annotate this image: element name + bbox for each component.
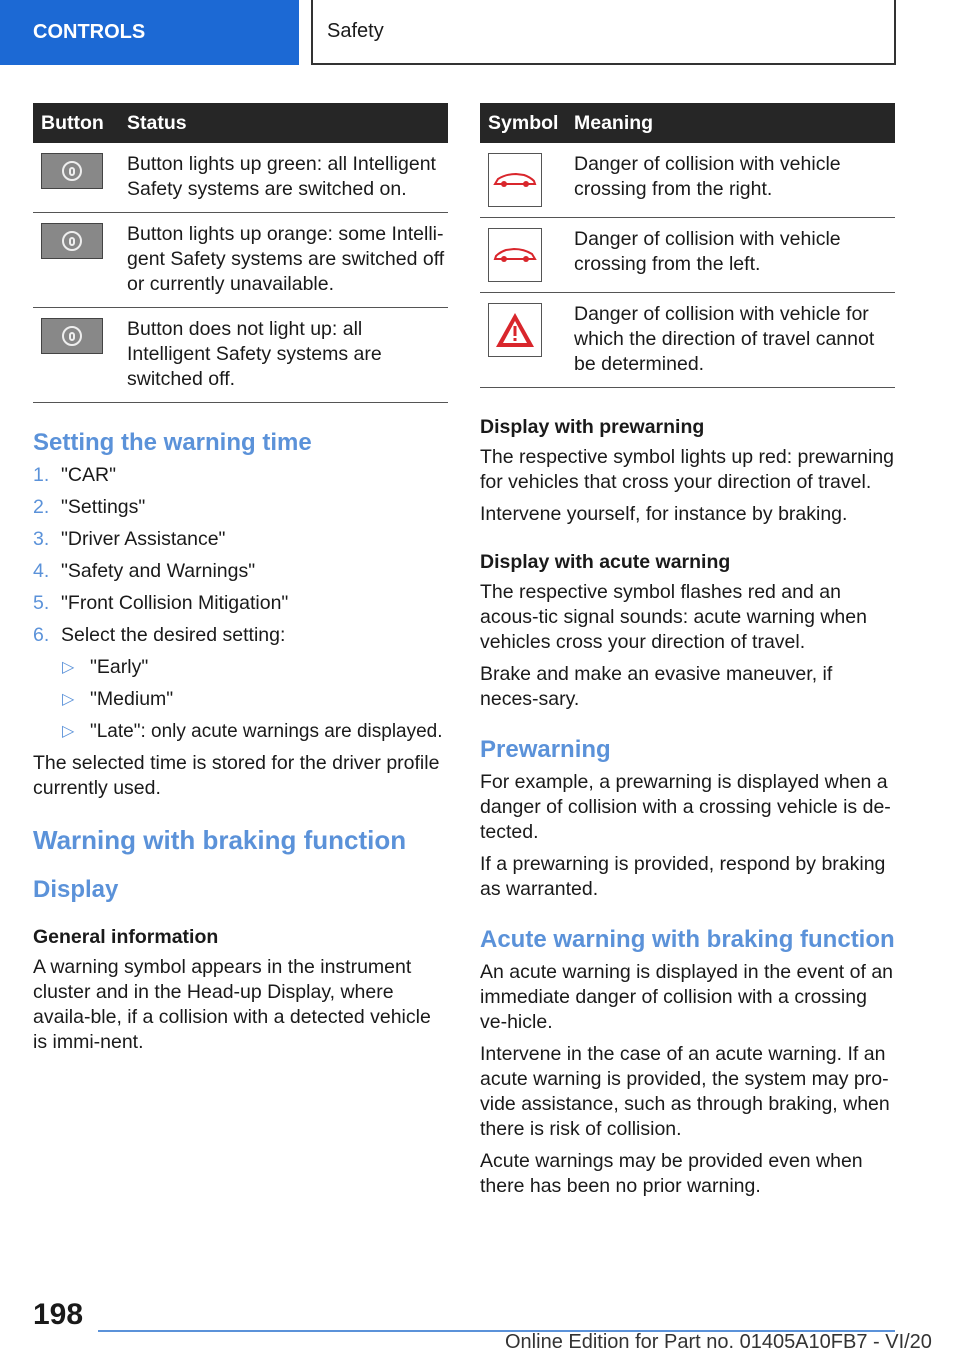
heading-warning-braking: Warning with braking function — [33, 825, 407, 855]
heading-general-information: General information — [33, 926, 219, 948]
paragraph: Intervene in the case of an acute warning. If an acute warning is provided, the system may pro-vide assistance, such as through braking, when there is risk of collision. — [480, 1043, 890, 1140]
heading-display-acute-warning: Display with acute warning — [480, 551, 731, 573]
left-column — [33, 103, 448, 1055]
paragraph: For example, a prewarning is displayed when a danger of collision with a crossing vehicle is de-tected. — [480, 771, 891, 843]
paragraph: Acute warnings may be provided even when there has been no prior warning. — [480, 1150, 863, 1197]
options-list — [33, 655, 448, 744]
list-item: 6. Select the desired setting: — [33, 624, 286, 646]
table-row — [33, 213, 448, 308]
intelligent-safety-button-icon — [41, 223, 103, 259]
paragraph: The respective symbol lights up red: prewarning for vehicles that cross your direction of travel. — [480, 446, 895, 493]
symbol-meaning-table — [480, 103, 895, 388]
intelligent-safety-button-icon — [41, 318, 103, 354]
right-column — [480, 103, 895, 1199]
car-crossing-right-icon — [488, 153, 542, 207]
status-text: Button does not light up: all Intelligent Safety systems are switched off. — [119, 308, 448, 403]
heading-display: Display — [33, 876, 119, 903]
table-row — [33, 308, 448, 403]
status-text: Button lights up green: all Intelligent Safety systems are switched on. — [119, 143, 448, 213]
paragraph: The respective symbol flashes red and an acous-tic signal sounds: acute warning when vehicles cross your direction of travel. — [480, 581, 867, 653]
table-row — [480, 143, 895, 218]
car-crossing-left-icon — [488, 228, 542, 282]
column-header-status: Status — [119, 103, 448, 143]
footer-edition: Online Edition for Part no. 01405A10FB7 - VI/20 — [505, 1331, 932, 1353]
triangle-bullet-icon: ▷ — [62, 723, 75, 740]
meaning-text: Danger of collision with vehicle for which the direction of travel cannot be determined. — [566, 293, 895, 388]
list-item: 2. "Settings" — [33, 496, 146, 518]
column-header-meaning: Meaning — [566, 103, 895, 143]
paragraph: Intervene yourself, for instance by braking. — [480, 503, 848, 525]
list-item: 1. "CAR" — [33, 464, 117, 486]
steps-list — [33, 463, 448, 648]
heading-setting-warning-time: Setting the warning time — [33, 429, 312, 456]
triangle-bullet-icon: ▷ — [62, 691, 75, 708]
table-row — [33, 143, 448, 213]
list-item: 3. "Driver Assistance" — [33, 528, 226, 550]
meaning-text: Danger of collision with vehicle crossing from the left. — [566, 218, 895, 293]
table-row — [480, 293, 895, 388]
paragraph: The selected time is stored for the driver profile currently used. — [33, 752, 440, 799]
meaning-text: Danger of collision with vehicle crossing from the right. — [566, 143, 895, 218]
list-item: ▷ "Early" — [62, 656, 149, 678]
intelligent-safety-button-icon — [41, 153, 103, 189]
paragraph: Brake and make an evasive maneuver, if neces-sary. — [480, 663, 833, 710]
section-tab-controls: CONTROLS — [0, 0, 299, 65]
table-row — [480, 218, 895, 293]
paragraph: If a prewarning is provided, respond by braking as warranted. — [480, 853, 886, 900]
column-header-symbol: Symbol — [480, 103, 566, 143]
button-status-table — [33, 103, 448, 403]
list-item: ▷ "Medium" — [62, 688, 174, 710]
heading-display-prewarning: Display with prewarning — [480, 416, 705, 438]
list-item: 4. "Safety and Warnings" — [33, 560, 256, 582]
page-number: 198 — [33, 1298, 84, 1331]
status-text: Button lights up orange: some Intelli-gent Safety systems are switched off or currently unavailable. — [119, 213, 448, 308]
heading-prewarning: Prewarning — [480, 736, 611, 763]
column-header-button: Button — [33, 103, 119, 143]
list-item: ▷ "Late": only acute warnings are displayed. — [62, 721, 443, 742]
paragraph: A warning symbol appears in the instrument cluster and in the Head-up Display, where availa-ble, if a collision with a detected vehicle is immi-nent. — [33, 956, 431, 1053]
heading-acute-warning-braking: Acute warning with braking function — [480, 926, 895, 953]
topic-tab-safety: Safety — [311, 0, 896, 65]
list-item: 5. "Front Collision Mitigation" — [33, 592, 289, 614]
warning-triangle-icon — [488, 303, 542, 357]
paragraph: An acute warning is displayed in the event of an immediate danger of collision with a crossing ve-hicle. — [480, 961, 894, 1033]
triangle-bullet-icon: ▷ — [62, 659, 75, 676]
